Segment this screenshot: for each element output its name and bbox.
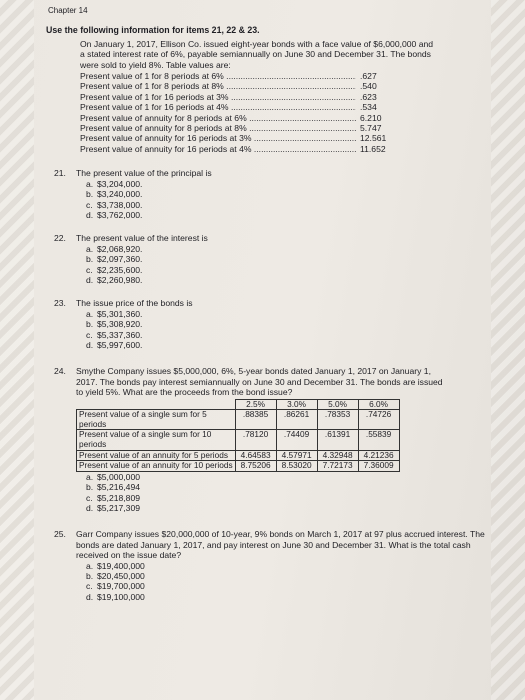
option-b[interactable]: b. $5,308,920. xyxy=(86,319,143,330)
question-text: Smythe Company issues $5,000,000, 6%, 5-year bonds dated January 1, 2017 on January 1, 2017. The bonds pay interest semiannually on June 30 and December 31. The bonds are issued to yield 5%. What are the proceeds from the bond issue? xyxy=(76,366,443,398)
question-text: Garr Company issues $20,000,000 of 10-year, 9% bonds on March 1, 2017 at 97 plus accrued interest. The bonds are dated January 1, 2017, and pay interest on June 30 and December 31. What is the total cash received on the issue date? xyxy=(76,529,485,561)
option-d[interactable]: d. $3,762,000. xyxy=(86,209,143,220)
list-item: Present value of annuity for 16 periods at 4% ..... 11.652 xyxy=(80,144,400,154)
worksheet xyxy=(46,6,486,602)
option-d[interactable]: d. $5,217,309 xyxy=(86,502,141,513)
question-25 xyxy=(46,529,486,602)
question-24 xyxy=(46,366,486,513)
instruction-heading: Use the following information for items 21, 22 & 23. xyxy=(46,25,260,36)
question-text: The present value of the interest is xyxy=(76,233,208,244)
options-list xyxy=(86,179,486,221)
options-list xyxy=(86,309,486,351)
list-item: Present value of 1 for 16 periods at 3% ..... .623 xyxy=(80,92,400,102)
table-row: Present value of an annuity for 5 periods 4.64583 4.57971 4.32948 4.21236 xyxy=(77,450,400,461)
option-a[interactable]: a. $5,000,000 xyxy=(86,471,141,482)
options-list xyxy=(86,244,486,286)
option-c[interactable]: c. $19,700,000 xyxy=(86,581,145,592)
chapter-label: Chapter 14 xyxy=(48,6,88,15)
col-header: 5.0% xyxy=(317,399,358,410)
left-page-edge xyxy=(0,0,34,700)
options-list xyxy=(86,472,486,514)
table-row: Present value of an annuity for 10 periods 8.75206 8.53020 7.72173 7.36009 xyxy=(77,461,400,472)
option-c[interactable]: c. $5,218,809 xyxy=(86,492,141,503)
option-b[interactable]: b. $2,097,360. xyxy=(86,254,143,265)
question-number: 25. xyxy=(54,529,66,540)
option-b[interactable]: b. $20,450,000 xyxy=(86,571,145,581)
question-number: 21. xyxy=(54,168,66,179)
option-d[interactable]: d. $2,260,980. xyxy=(86,274,143,285)
option-d[interactable]: d. $5,997,600. xyxy=(86,339,143,350)
table-row: Present value of a single sum for 5 periods .88385 .86261 .78353 .74726 xyxy=(77,410,400,430)
options-list xyxy=(86,561,486,603)
pv-factor-table xyxy=(76,399,400,472)
option-c[interactable]: c. $3,738,000. xyxy=(86,199,143,210)
col-header: 6.0% xyxy=(358,399,399,410)
table-header-row xyxy=(77,399,400,410)
list-item: Present value of 1 for 8 periods at 8% ..... .540 xyxy=(80,81,400,91)
list-item: Present value of annuity for 16 periods at 3% ..... 12.561 xyxy=(80,133,400,143)
list-item: Present value of 1 for 16 periods at 4% ..... .534 xyxy=(80,102,400,112)
question-number: 23. xyxy=(54,298,66,309)
option-a[interactable]: a. $3,204,000. xyxy=(86,178,143,189)
question-21 xyxy=(46,168,486,220)
col-header: 2.5% xyxy=(235,399,276,410)
right-page-edge xyxy=(491,0,525,700)
problem-intro: On January 1, 2017, Ellison Co. issued eight-year bonds with a face value of $6,000,000 and a stated interest rate of 6%, payable semiannually on June 30 and December 31. The bonds were sold to yield 8%. Table values are: xyxy=(80,38,434,70)
option-a[interactable]: a. $2,068,920. xyxy=(86,243,143,254)
question-number: 24. xyxy=(54,366,66,377)
question-text: The present value of the principal is xyxy=(76,168,212,179)
option-a[interactable]: a. $19,400,000 xyxy=(86,560,145,571)
table-values-list xyxy=(80,71,400,154)
list-item: Present value of 1 for 8 periods at 6% ..... .627 xyxy=(80,71,400,81)
question-23 xyxy=(46,298,486,350)
question-text: The issue price of the bonds is xyxy=(76,298,193,309)
list-item: Present value of annuity for 8 periods at 6% ..... 6.210 xyxy=(80,113,400,123)
question-22 xyxy=(46,233,486,285)
question-number: 22. xyxy=(54,233,66,244)
option-d[interactable]: d. $19,100,000 xyxy=(86,591,145,602)
option-c[interactable]: c. $2,235,600. xyxy=(86,264,143,275)
list-item: Present value of annuity for 8 periods at 8% ..... 5.747 xyxy=(80,123,400,133)
option-b[interactable]: b. $3,240,000. xyxy=(86,189,143,200)
table-row: Present value of a single sum for 10 periods .78120 .74409 .61391 .55839 xyxy=(77,430,400,450)
option-c[interactable]: c. $5,337,360. xyxy=(86,329,143,340)
col-header: 3.0% xyxy=(276,399,317,410)
option-b[interactable]: b. $5,216,494 xyxy=(86,482,141,493)
option-a[interactable]: a. $5,301,360. xyxy=(86,308,143,319)
